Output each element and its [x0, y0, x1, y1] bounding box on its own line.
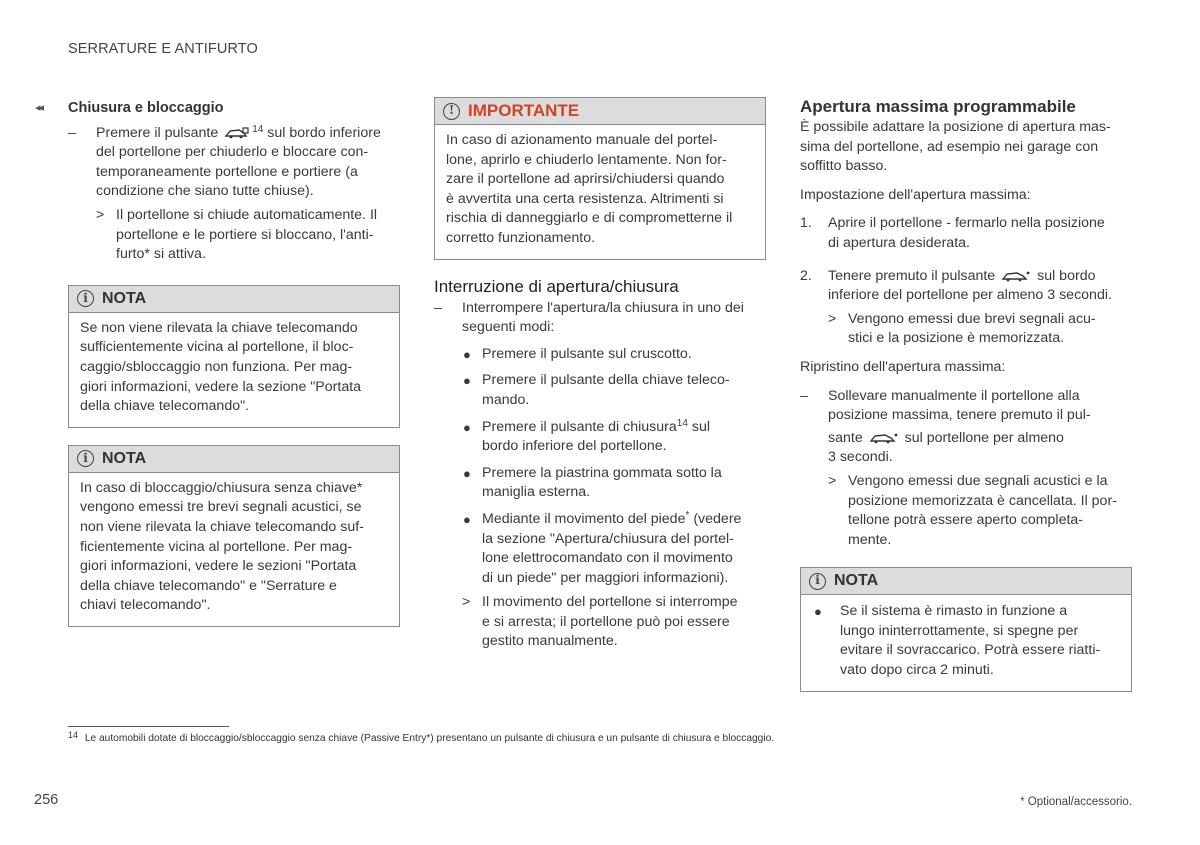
note-text: lungo ininterrottamente, si spegne per [840, 622, 1079, 639]
note-header [69, 446, 399, 473]
paragraph-text: È possibile adattare la posizione di apertura mas- [800, 119, 1111, 135]
result-item [828, 310, 1132, 349]
bullet-text: bordo inferiore del portellone. [482, 438, 667, 455]
bullet-text: Premere il pulsante sul cruscotto. [482, 345, 692, 362]
result-text: portellone e le portiere si bloccano, l'anti- [116, 226, 374, 243]
bullet-marker: ● [463, 465, 471, 481]
bullet-marker: ● [463, 373, 471, 389]
step-text: sul bordo [1037, 267, 1096, 284]
bullet-marker: ● [463, 346, 471, 362]
bullet-text: lone elettrocomandato con il movimento [482, 550, 733, 567]
bullet-text: maniglia esterna. [482, 484, 591, 501]
important-text: In caso di azionamento manuale del portel- [446, 132, 718, 148]
bullet-marker: ● [463, 511, 471, 527]
info-icon: i [809, 573, 826, 590]
list-item [68, 124, 400, 202]
footnote-number: 14 [68, 730, 79, 740]
step-text: Aprire il portellone - fermarlo nella posizione [828, 215, 1105, 232]
optional-marker: * [685, 509, 690, 521]
tailgate-icon [869, 432, 899, 444]
result-item [96, 206, 400, 265]
note-header [69, 286, 399, 313]
item-text: seguenti modi: [462, 319, 555, 336]
note-bullet-item [812, 602, 1121, 680]
important-text: è avvertita una certa resistenza. Altrimenti si [446, 190, 724, 207]
note-body [69, 313, 399, 427]
page-header: SERRATURE E ANTIFURTO [68, 41, 258, 57]
info-icon: i [77, 450, 94, 467]
step-text: di apertura desiderata. [828, 234, 970, 251]
note-text: vato dopo circa 2 minuti. [840, 662, 994, 679]
important-box [434, 97, 766, 260]
note-text: In caso di bloccaggio/chiusura senza chiave* [80, 479, 363, 496]
info-icon: i [77, 290, 94, 307]
result-text: posizione memorizzata è cancellata. Il por- [848, 492, 1117, 509]
step-number: 2. [800, 267, 812, 284]
bullet-item [462, 464, 766, 503]
bullet-item [462, 510, 766, 588]
paragraph [800, 118, 1132, 177]
numbered-item [800, 267, 1132, 306]
result-item [462, 593, 766, 652]
bullet-text: Premere il pulsante di chiusura [482, 418, 677, 435]
paragraph-text: Impostazione dell'apertura massima: [800, 186, 1031, 203]
important-text: rischia di danneggiarlo e di comprometterne il [446, 210, 733, 227]
footnote-ref[interactable]: 14 [676, 417, 688, 429]
result-marker: > [828, 310, 837, 327]
bullet-item [462, 418, 766, 457]
note-box [68, 445, 400, 627]
important-text: lone, aprirlo e chiuderlo lentamente. Non for- [446, 151, 727, 168]
note-body [69, 473, 399, 626]
bullet-list [462, 345, 766, 589]
footnote-text: Le automobili dotate di bloccaggio/sbloccaggio senza chiave (Passive Entry*) presentano un pulsante di chiusura e un pulsante di chiusura e bloccaggio. [84, 733, 775, 744]
step-text: inferiore del portellone per almeno 3 secondi. [828, 287, 1112, 304]
section-heading: Apertura massima programmabile [800, 97, 1076, 116]
back-arrows-icon[interactable]: ◂◂ [35, 102, 43, 114]
result-text: Vengono emessi due brevi segnali acu- [848, 310, 1096, 327]
item-text: del portellone per chiuderlo e bloccare con- [96, 144, 369, 161]
result-text: gestito manualmente. [482, 633, 618, 650]
bullet-item [462, 371, 766, 410]
footnote-ref[interactable]: 14 [252, 123, 264, 135]
result-marker: > [462, 594, 471, 611]
result-text: mente. [848, 531, 892, 548]
bullet-text: di un piede" per maggiori informazioni). [482, 569, 729, 586]
item-text: posizione massima, tenere premuto il pul- [828, 407, 1091, 424]
result-marker: > [828, 472, 837, 489]
note-text: caggio/sbloccaggio non funziona. Per mag- [80, 358, 353, 375]
result-text: furto* si attiva. [116, 246, 206, 263]
note-text: vengono emessi tre brevi segnali acustici, se [80, 499, 362, 516]
paragraph-text: Ripristino dell'apertura massima: [800, 358, 1006, 375]
list-item [800, 387, 1132, 468]
result-text: Vengono emessi due segnali acustici e la [848, 472, 1108, 489]
column-middle [434, 97, 766, 652]
list-item [434, 299, 766, 338]
note-text: sufficientemente vicina al portellone, il bloc- [80, 339, 354, 356]
section-title [35, 99, 400, 119]
optional-legend: * Optional/accessorio. [1020, 796, 1132, 808]
tailgate-icon [1001, 270, 1031, 282]
footnote-divider [68, 726, 229, 727]
column-left [35, 97, 400, 627]
section-title-text: Chiusura e bloccaggio [68, 100, 224, 116]
result-marker: > [96, 206, 105, 223]
note-text: evitare il sovraccarico. Potrà essere riatti- [840, 642, 1101, 659]
important-text: corretto funzionamento. [446, 229, 596, 246]
bullet-text: mando. [482, 391, 530, 408]
result-text: Il portellone si chiude automaticamente. Il [116, 206, 378, 223]
bullet-text: la sezione "Apertura/chiusura del portel- [482, 530, 734, 547]
paragraph-text: sima del portellone, ad esempio nei garage con [800, 138, 1099, 155]
note-box [68, 285, 400, 428]
result-text: e si arresta; il portellone può poi essere [482, 613, 730, 630]
item-text: condizione che siano tutte chiuse). [96, 183, 314, 200]
item-text: sante [828, 429, 863, 446]
bullet-item [462, 345, 766, 365]
note-body [801, 595, 1131, 690]
item-text: Sollevare manualmente il portellone alla [828, 387, 1080, 404]
note-text: ficientemente vicina al portellone. Per mag- [80, 538, 353, 555]
paragraph-text: soffitto basso. [800, 158, 888, 175]
note-label: NOTA [102, 289, 147, 307]
note-header [801, 568, 1131, 595]
note-text: della chiave telecomando" e "Serrature e [80, 577, 337, 594]
warning-icon: ! [443, 103, 460, 120]
note-label: NOTA [102, 449, 147, 467]
note-label: NOTA [834, 572, 879, 590]
section-heading: Interruzione di apertura/chiusura [434, 276, 679, 296]
result-text: stici e la posizione è memorizzata. [848, 330, 1065, 347]
item-text: sul bordo inferiore [267, 124, 381, 141]
note-text: giori informazioni, vedere la sezione "Portata [80, 378, 362, 395]
bullet-marker: ● [463, 419, 471, 435]
item-text: temporaneamente portellone e portiere (a [96, 163, 358, 180]
step-text: Tenere premuto il pulsante [828, 267, 996, 284]
note-text: Se il sistema è rimasto in funzione a [840, 603, 1068, 620]
note-text: giori informazioni, vedere le sezioni "Portata [80, 558, 357, 575]
result-text: tellone potrà essere aperto completa- [848, 512, 1084, 529]
bullet-text: sul [691, 418, 710, 435]
bullet-text: Premere il pulsante della chiave teleco- [482, 372, 730, 389]
bullet-text: Premere la piastrina gommata sotto la [482, 464, 722, 481]
important-header [435, 98, 765, 125]
result-item [828, 472, 1132, 550]
note-text: chiavi telecomando". [80, 597, 211, 614]
tailgate-lock-icon [224, 127, 250, 139]
important-label: IMPORTANTE [468, 101, 580, 121]
item-text: 3 secondi. [828, 449, 893, 466]
numbered-item [800, 214, 1132, 253]
bullet-text: Mediante il movimento del piede [482, 510, 686, 527]
page-number: 256 [34, 792, 59, 808]
item-text: sul portellone per almeno [904, 429, 1064, 446]
column-right [800, 97, 1132, 692]
dash-marker: – [800, 387, 808, 404]
note-text: della chiave telecomando". [80, 398, 250, 415]
note-box [800, 567, 1132, 691]
important-body [435, 125, 765, 259]
item-text: Interrompere l'apertura/la chiusura in uno dei [462, 299, 744, 316]
note-text: non viene rilevata la chiave telecomando suf- [80, 518, 364, 535]
result-text: Il movimento del portellone si interrompe [482, 594, 738, 611]
step-number: 1. [800, 215, 812, 232]
important-text: zare il portellone ad aprirsi/chiudersi quando [446, 171, 725, 188]
dash-marker: – [434, 299, 442, 316]
dash-marker: – [68, 124, 76, 141]
bullet-text: (vedere [693, 510, 742, 527]
note-text: Se non viene rilevata la chiave telecomando [80, 319, 358, 336]
footnote [68, 732, 774, 746]
bullet-marker: ● [814, 604, 822, 620]
item-text: Premere il pulsante [96, 124, 219, 141]
